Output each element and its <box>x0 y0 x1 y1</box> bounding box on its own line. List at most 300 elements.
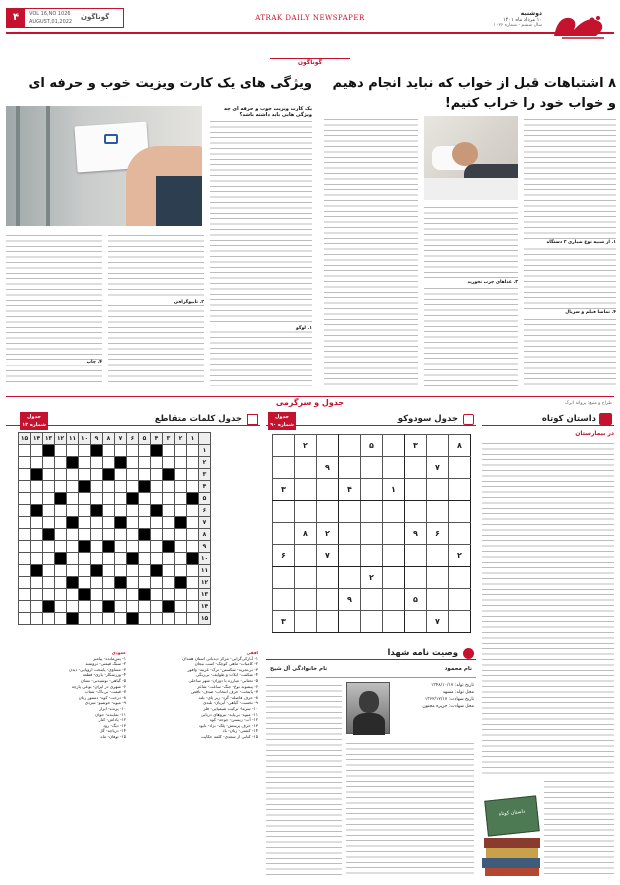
crossword-cell[interactable] <box>115 505 127 517</box>
crossword-cell[interactable] <box>151 613 163 625</box>
crossword-cell[interactable] <box>115 553 127 565</box>
crossword-cell[interactable] <box>91 601 103 613</box>
crossword-cell[interactable] <box>31 553 43 565</box>
crossword-cell[interactable] <box>187 529 199 541</box>
crossword-cell[interactable] <box>43 493 55 505</box>
crossword-cell[interactable] <box>187 481 199 493</box>
sudoku-cell[interactable]: ۸ <box>449 435 471 457</box>
crossword-cell[interactable] <box>19 601 31 613</box>
crossword-cell[interactable] <box>115 481 127 493</box>
crossword-cell[interactable] <box>31 541 43 553</box>
crossword-cell[interactable] <box>115 613 127 625</box>
sudoku-cell[interactable]: ۱ <box>383 479 405 501</box>
crossword-cell[interactable] <box>55 565 67 577</box>
crossword-cell[interactable] <box>67 541 79 553</box>
sudoku-cell[interactable]: ۷ <box>427 611 449 633</box>
crossword-cell[interactable] <box>67 565 79 577</box>
crossword-cell[interactable] <box>187 589 199 601</box>
sudoku-cell[interactable]: ۵ <box>361 435 383 457</box>
crossword-cell[interactable] <box>91 457 103 469</box>
will-meta-place: محل تولد: مشهد <box>442 690 474 695</box>
sudoku-cell[interactable] <box>339 611 361 633</box>
crossword-cell[interactable] <box>115 541 127 553</box>
sudoku-cell[interactable] <box>317 611 339 633</box>
crossword-cell[interactable] <box>175 469 187 481</box>
sudoku-cell[interactable] <box>295 479 317 501</box>
sudoku-cell[interactable]: ۹ <box>339 589 361 611</box>
crossword-cell[interactable] <box>19 529 31 541</box>
sudoku-row <box>273 435 471 457</box>
crossword-cell[interactable] <box>127 505 139 517</box>
crossword-cell[interactable] <box>103 553 115 565</box>
crossword-cell[interactable] <box>91 469 103 481</box>
crossword-cell[interactable] <box>19 589 31 601</box>
crossword-cell[interactable] <box>163 493 175 505</box>
crossword-cell[interactable] <box>115 469 127 481</box>
crossword-cell[interactable] <box>151 529 163 541</box>
sudoku-cell[interactable] <box>317 435 339 457</box>
crossword-cell[interactable] <box>187 613 199 625</box>
crossword-cell[interactable] <box>175 613 187 625</box>
sudoku-cell[interactable] <box>361 501 383 523</box>
crossword-cell[interactable] <box>31 529 43 541</box>
crossword-row <box>19 589 211 601</box>
crossword-cell[interactable] <box>151 469 163 481</box>
crossword-cell[interactable] <box>163 613 175 625</box>
crossword-cell[interactable] <box>91 529 103 541</box>
crossword-cell[interactable] <box>43 541 55 553</box>
crossword-cell[interactable] <box>139 613 151 625</box>
crossword-cell[interactable] <box>31 613 43 625</box>
sudoku-cell[interactable] <box>361 545 383 567</box>
crossword-cell[interactable] <box>103 445 115 457</box>
crossword-cell[interactable] <box>43 613 55 625</box>
sudoku-cell[interactable] <box>383 501 405 523</box>
crossword-section <box>6 412 260 882</box>
crossword-cell[interactable] <box>175 505 187 517</box>
crossword-cell[interactable] <box>55 577 67 589</box>
crossword-col-number: ۸ <box>103 433 115 445</box>
crossword-cell[interactable] <box>127 577 139 589</box>
crossword-cell[interactable] <box>91 481 103 493</box>
crossword-cell[interactable] <box>67 589 79 601</box>
sudoku-cell[interactable] <box>427 501 449 523</box>
crossword-cell[interactable] <box>151 493 163 505</box>
sudoku-cell[interactable] <box>317 589 339 611</box>
sudoku-cell[interactable] <box>339 457 361 479</box>
sudoku-cell[interactable]: ۷ <box>317 545 339 567</box>
sudoku-cell[interactable] <box>449 567 471 589</box>
crossword-cell[interactable] <box>187 541 199 553</box>
sudoku-cell[interactable] <box>273 567 295 589</box>
crossword-cell[interactable] <box>139 445 151 457</box>
sudoku-cell[interactable] <box>405 545 427 567</box>
crossword-cell[interactable] <box>175 457 187 469</box>
crossword-cell[interactable] <box>55 469 67 481</box>
crossword-cell[interactable] <box>175 493 187 505</box>
sudoku-cell[interactable] <box>295 567 317 589</box>
crossword-cell[interactable] <box>163 529 175 541</box>
sudoku-cell[interactable] <box>427 589 449 611</box>
crossword-cell[interactable] <box>79 613 91 625</box>
sudoku-cell[interactable]: ۳ <box>273 479 295 501</box>
crossword-cell[interactable] <box>175 541 187 553</box>
crossword-cell[interactable] <box>55 613 67 625</box>
crossword-cell[interactable] <box>187 517 199 529</box>
crossword-cell[interactable] <box>43 517 55 529</box>
crossword-cell[interactable] <box>187 505 199 517</box>
crossword-cell[interactable] <box>43 469 55 481</box>
crossword-cell[interactable] <box>19 505 31 517</box>
crossword-cell[interactable] <box>187 601 199 613</box>
crossword-cell[interactable] <box>103 613 115 625</box>
crossword-cell[interactable] <box>79 601 91 613</box>
crossword-cell[interactable] <box>127 481 139 493</box>
crossword-row <box>19 469 211 481</box>
crossword-cell[interactable] <box>67 505 79 517</box>
sudoku-cell[interactable] <box>383 523 405 545</box>
crossword-cell[interactable] <box>127 457 139 469</box>
sudoku-cell[interactable] <box>383 589 405 611</box>
sudoku-cell[interactable] <box>405 567 427 589</box>
crossword-cell[interactable] <box>103 493 115 505</box>
sudoku-cell[interactable] <box>361 457 383 479</box>
crossword-cell[interactable] <box>31 589 43 601</box>
crossword-cell[interactable] <box>139 541 151 553</box>
crossword-cell[interactable] <box>127 589 139 601</box>
crossword-cell[interactable] <box>43 565 55 577</box>
sudoku-cell[interactable]: ۷ <box>427 457 449 479</box>
crossword-cell[interactable] <box>19 541 31 553</box>
sudoku-cell[interactable] <box>339 523 361 545</box>
sudoku-cell[interactable]: ۶ <box>427 523 449 545</box>
crossword-cell[interactable] <box>163 565 175 577</box>
crossword-cell[interactable] <box>67 481 79 493</box>
crossword-cell[interactable] <box>43 505 55 517</box>
crossword-cell[interactable] <box>19 457 31 469</box>
crossword-cell[interactable] <box>19 493 31 505</box>
crossword-cell[interactable] <box>139 601 151 613</box>
crossword-cell[interactable] <box>151 481 163 493</box>
sudoku-cell[interactable] <box>383 611 405 633</box>
crossword-cell[interactable] <box>175 481 187 493</box>
article-card-col-mid <box>108 232 204 386</box>
crossword-cell[interactable] <box>55 601 67 613</box>
crossword-cell[interactable] <box>43 481 55 493</box>
down-clue: ۷- قیمت- بی‌باک- شتاب <box>84 689 126 695</box>
crossword-cell[interactable] <box>55 457 67 469</box>
crossword-cell[interactable] <box>79 565 91 577</box>
crossword-cell[interactable] <box>79 517 91 529</box>
crossword-cell[interactable] <box>175 589 187 601</box>
sudoku-cell[interactable] <box>295 545 317 567</box>
crossword-cell[interactable] <box>163 481 175 493</box>
crossword-cell[interactable] <box>67 469 79 481</box>
crossword-cell[interactable] <box>127 601 139 613</box>
crossword-cell[interactable] <box>79 493 91 505</box>
sudoku-cell[interactable]: ۴ <box>339 479 361 501</box>
crossword-block <box>139 529 151 541</box>
crossword-cell[interactable] <box>55 505 67 517</box>
sudoku-cell[interactable]: ۸ <box>295 523 317 545</box>
crossword-cell[interactable] <box>19 577 31 589</box>
crossword-cell[interactable] <box>139 553 151 565</box>
crossword-cell[interactable] <box>187 565 199 577</box>
crossword-cell[interactable] <box>115 529 127 541</box>
sudoku-icon <box>463 414 474 425</box>
crossword-cell[interactable] <box>175 553 187 565</box>
sudoku-cell[interactable] <box>449 479 471 501</box>
subhead-logo: ۱. لوگو <box>210 326 312 331</box>
crossword-cell[interactable] <box>31 493 43 505</box>
crossword-cell[interactable] <box>151 541 163 553</box>
crossword-cell[interactable] <box>19 481 31 493</box>
crossword-cell[interactable] <box>91 577 103 589</box>
crossword-block <box>139 589 151 601</box>
crossword-cell[interactable] <box>139 565 151 577</box>
crossword-cell[interactable] <box>103 517 115 529</box>
crossword-cell[interactable] <box>103 589 115 601</box>
crossword-cell[interactable] <box>115 493 127 505</box>
crossword-cell[interactable] <box>79 529 91 541</box>
sudoku-cell[interactable]: ۲ <box>295 435 317 457</box>
crossword-cell[interactable] <box>163 445 175 457</box>
sudoku-cell[interactable] <box>405 457 427 479</box>
crossword-cell[interactable] <box>31 577 43 589</box>
crossword-cell[interactable] <box>91 589 103 601</box>
sudoku-cell[interactable] <box>427 479 449 501</box>
crossword-cell[interactable] <box>91 553 103 565</box>
crossword-cell[interactable] <box>79 505 91 517</box>
crossword-cell[interactable] <box>151 589 163 601</box>
crossword-cell[interactable] <box>139 505 151 517</box>
crossword-cell[interactable] <box>67 529 79 541</box>
crossword-cell[interactable] <box>187 445 199 457</box>
crossword-cell[interactable] <box>139 493 151 505</box>
crossword-row <box>19 445 211 457</box>
crossword-cell[interactable] <box>163 505 175 517</box>
sudoku-cell[interactable] <box>361 523 383 545</box>
crossword-cell[interactable] <box>151 553 163 565</box>
sudoku-cell[interactable] <box>427 435 449 457</box>
sudoku-cell[interactable] <box>427 545 449 567</box>
crossword-cell[interactable] <box>43 589 55 601</box>
sudoku-cell[interactable]: ۹ <box>405 523 427 545</box>
sudoku-cell[interactable] <box>361 589 383 611</box>
crossword-cell[interactable] <box>127 469 139 481</box>
sudoku-cell[interactable] <box>405 479 427 501</box>
sudoku-cell[interactable] <box>295 589 317 611</box>
crossword-cell[interactable] <box>163 457 175 469</box>
crossword-cell[interactable] <box>103 577 115 589</box>
sudoku-cell[interactable] <box>449 523 471 545</box>
crossword-block <box>115 457 127 469</box>
crossword-cell[interactable] <box>151 517 163 529</box>
sudoku-cell[interactable] <box>361 479 383 501</box>
article-card-lead: یک کارت ویزیت خوب و حرفه ای چه ویژگی هایی باید داشته باشد؟ <box>224 106 312 118</box>
crossword-cell[interactable] <box>163 577 175 589</box>
puzzle-band <box>6 396 614 412</box>
crossword-cell[interactable] <box>115 601 127 613</box>
crossword-cell[interactable] <box>43 553 55 565</box>
sudoku-cell[interactable] <box>449 611 471 633</box>
sudoku-cell[interactable] <box>383 545 405 567</box>
sudoku-cell[interactable] <box>273 523 295 545</box>
sudoku-cell[interactable] <box>339 567 361 589</box>
crossword-cell[interactable] <box>55 589 67 601</box>
sudoku-cell[interactable] <box>427 567 449 589</box>
will-section <box>266 646 476 882</box>
sudoku-cell[interactable] <box>273 589 295 611</box>
crossword-cell[interactable] <box>55 541 67 553</box>
will-firstname: نام محمود <box>444 666 472 672</box>
crossword-cell[interactable] <box>19 565 31 577</box>
crossword-cell[interactable] <box>115 565 127 577</box>
crossword-cell[interactable] <box>79 469 91 481</box>
crossword-cell[interactable] <box>163 517 175 529</box>
crossword-cell[interactable] <box>79 445 91 457</box>
down-clue: ۱۳- دیگ- رود <box>103 722 126 728</box>
sudoku-cell[interactable]: ۲ <box>449 545 471 567</box>
sudoku-cell[interactable] <box>295 501 317 523</box>
crossword-cell[interactable] <box>175 445 187 457</box>
sudoku-cell[interactable] <box>383 435 405 457</box>
crossword-cell[interactable] <box>139 457 151 469</box>
sudoku-cell[interactable] <box>405 611 427 633</box>
martyr-photo <box>346 682 390 734</box>
sudoku-cell[interactable] <box>295 457 317 479</box>
crossword-cell[interactable] <box>187 469 199 481</box>
sudoku-cell[interactable] <box>449 589 471 611</box>
crossword-cell[interactable] <box>31 601 43 613</box>
page-number: ۴ <box>7 9 25 27</box>
across-clue: ۳- بی‌تجربه- شکستن- ترک- غریبه- وافور <box>187 666 258 672</box>
crossword-cell[interactable] <box>127 541 139 553</box>
crossword-cell[interactable] <box>175 565 187 577</box>
crossword-block <box>91 505 103 517</box>
crossword-cell[interactable] <box>175 529 187 541</box>
crossword-cell[interactable] <box>103 565 115 577</box>
crossword-cell[interactable] <box>19 613 31 625</box>
crossword-cell[interactable] <box>79 457 91 469</box>
crossword-block <box>79 541 91 553</box>
crossword-cell[interactable] <box>139 469 151 481</box>
crossword-cell[interactable] <box>67 601 79 613</box>
vol-number: VOL 16,NO 1026 <box>29 11 71 17</box>
sudoku-cell[interactable]: ۲ <box>317 523 339 545</box>
crossword-cell[interactable] <box>103 505 115 517</box>
crossword-col-number: ۵ <box>139 433 151 445</box>
sudoku-cell[interactable] <box>405 501 427 523</box>
crossword-cell[interactable] <box>127 565 139 577</box>
sudoku-cell[interactable] <box>383 567 405 589</box>
crossword-cell[interactable] <box>151 577 163 589</box>
sudoku-cell[interactable] <box>339 435 361 457</box>
crossword-block <box>163 541 175 553</box>
sudoku-cell[interactable]: ۳ <box>273 611 295 633</box>
crossword-cell[interactable] <box>43 457 55 469</box>
crossword-block <box>127 553 139 565</box>
sudoku-cell[interactable]: ۳ <box>405 435 427 457</box>
crossword-cell[interactable] <box>19 517 31 529</box>
crossword-cell[interactable] <box>151 457 163 469</box>
crossword-cell[interactable] <box>91 541 103 553</box>
crossword-cell[interactable] <box>139 517 151 529</box>
sudoku-cell[interactable]: ۲ <box>361 567 383 589</box>
crossword-cell[interactable] <box>19 553 31 565</box>
crossword-cell[interactable] <box>55 481 67 493</box>
crossword-cell[interactable] <box>67 553 79 565</box>
crossword-cell[interactable] <box>31 481 43 493</box>
crossword-header-row <box>19 433 211 445</box>
sudoku-cell[interactable] <box>273 457 295 479</box>
crossword-cell[interactable] <box>103 481 115 493</box>
sudoku-cell[interactable] <box>361 611 383 633</box>
crossword-cell[interactable] <box>127 517 139 529</box>
crossword-cell[interactable] <box>103 529 115 541</box>
crossword-cell[interactable] <box>139 577 151 589</box>
crossword-cell[interactable] <box>67 493 79 505</box>
crossword-cell[interactable] <box>43 577 55 589</box>
crossword-cell[interactable] <box>31 517 43 529</box>
sudoku-cell[interactable] <box>317 567 339 589</box>
crossword-cell[interactable] <box>79 577 91 589</box>
crossword-cell[interactable] <box>91 493 103 505</box>
crossword-cell[interactable] <box>187 577 199 589</box>
sudoku-cell[interactable] <box>295 611 317 633</box>
sudoku-cell[interactable] <box>383 457 405 479</box>
crossword-cell[interactable] <box>127 529 139 541</box>
crossword-cell[interactable] <box>55 445 67 457</box>
sudoku-cell[interactable]: ۹ <box>317 457 339 479</box>
sudoku-cell[interactable] <box>317 501 339 523</box>
sudoku-cell[interactable] <box>449 501 471 523</box>
crossword-row-number: ۸ <box>199 529 211 541</box>
crossword-cell[interactable] <box>127 445 139 457</box>
sudoku-cell[interactable] <box>317 479 339 501</box>
crossword-cell[interactable] <box>67 445 79 457</box>
crossword-cell[interactable] <box>115 445 127 457</box>
crossword-cell[interactable] <box>187 457 199 469</box>
crossword-cell[interactable] <box>91 613 103 625</box>
sudoku-cell[interactable] <box>273 501 295 523</box>
sudoku-cell[interactable] <box>339 545 361 567</box>
sudoku-cell[interactable] <box>339 501 361 523</box>
crossword-cell[interactable] <box>91 517 103 529</box>
crossword-cell[interactable] <box>31 457 43 469</box>
crossword-col-number: ۶ <box>127 433 139 445</box>
crossword-cell[interactable] <box>19 469 31 481</box>
crossword-cell[interactable] <box>79 553 91 565</box>
crossword-cell[interactable] <box>115 589 127 601</box>
crossword-cell[interactable] <box>31 445 43 457</box>
crossword-cell[interactable] <box>151 601 163 613</box>
sudoku-cell[interactable]: ۶ <box>273 545 295 567</box>
sudoku-cell[interactable] <box>449 457 471 479</box>
crossword-cell[interactable] <box>55 529 67 541</box>
crossword-cell[interactable] <box>19 445 31 457</box>
crossword-row <box>19 577 211 589</box>
sudoku-cell[interactable]: ۵ <box>405 589 427 611</box>
crossword-cell[interactable] <box>55 517 67 529</box>
sudoku-cell[interactable] <box>273 435 295 457</box>
crossword-cell[interactable] <box>163 589 175 601</box>
crossword-block <box>31 505 43 517</box>
crossword-cell[interactable] <box>175 601 187 613</box>
crossword-row <box>19 529 211 541</box>
crossword-cell[interactable] <box>163 553 175 565</box>
crossword-cell[interactable] <box>103 457 115 469</box>
